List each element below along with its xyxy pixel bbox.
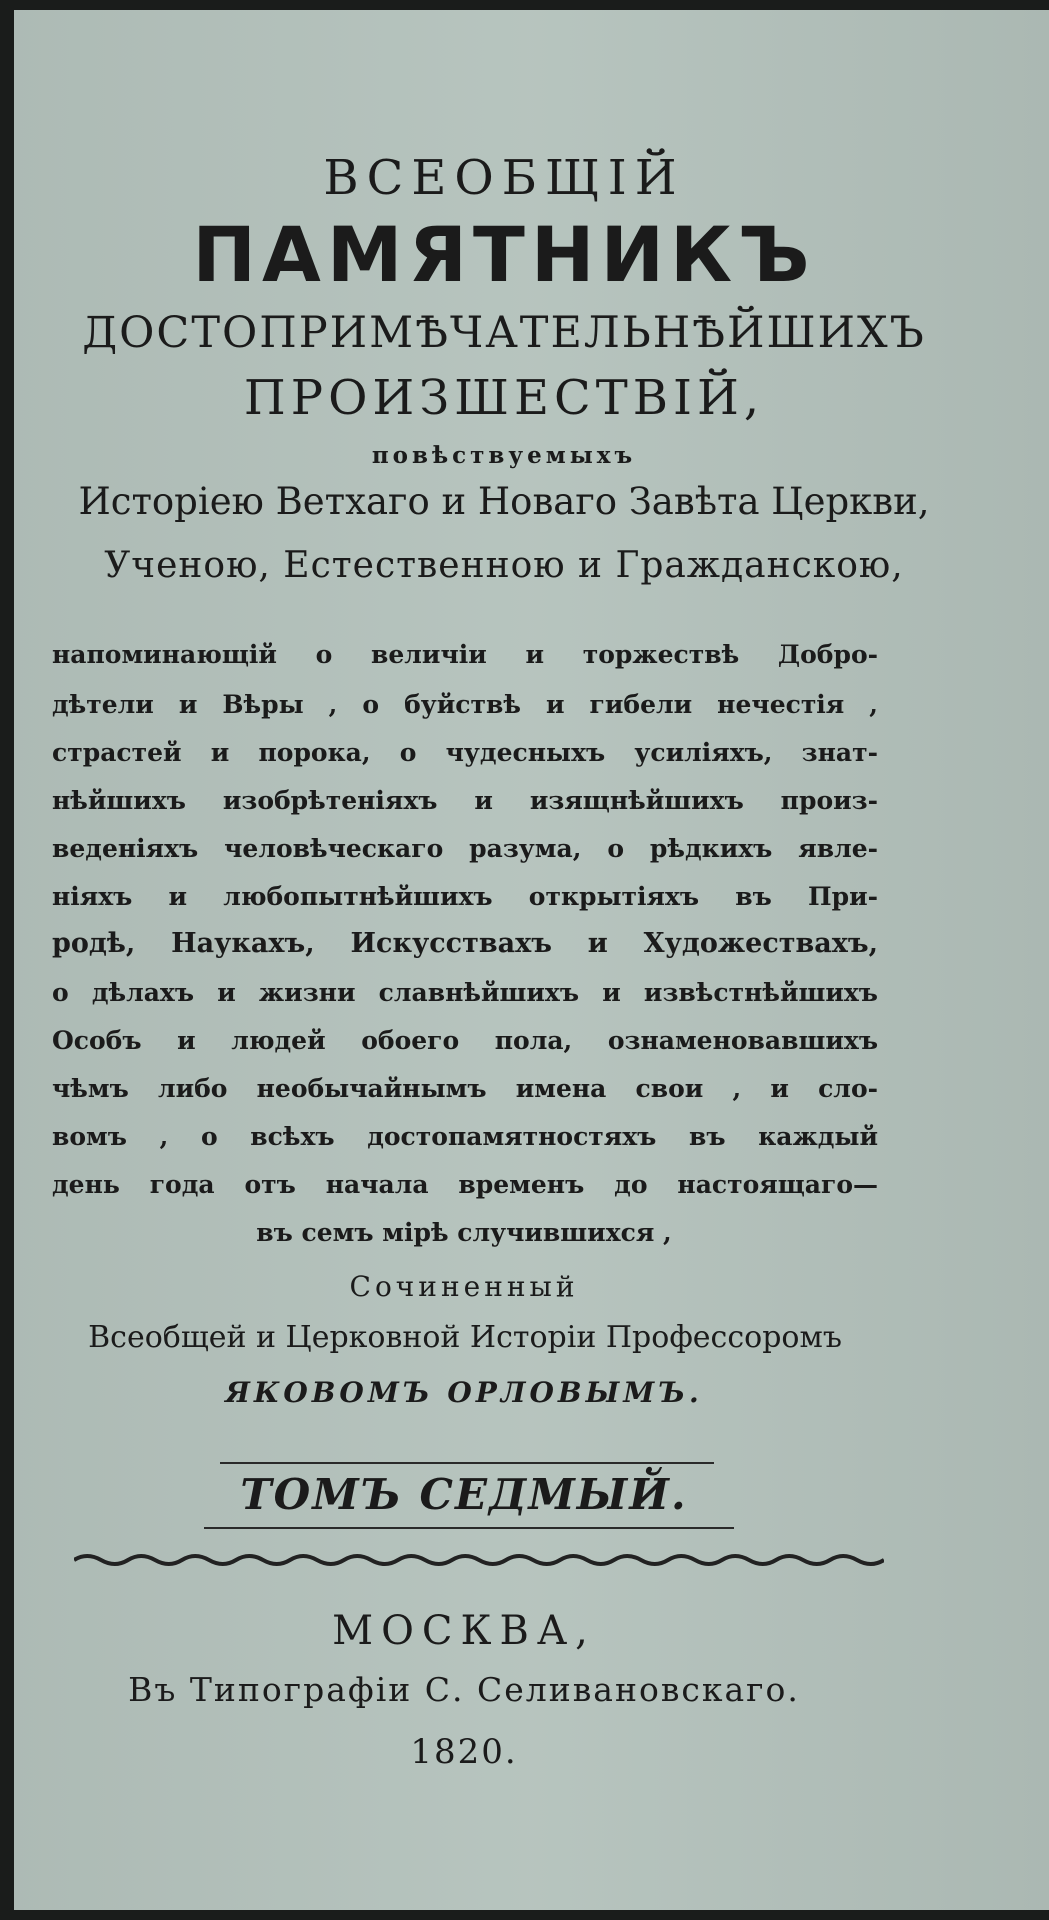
title-line-7: Ученою, Естественною и Гражданскою, bbox=[104, 545, 904, 586]
body-line-6: ніяхъ и любопытнѣйшихъ открытіяхъ въ При- bbox=[52, 882, 878, 911]
title-line-1: ВСЕОБЩІЙ bbox=[323, 150, 685, 206]
author-position: Всеобщей и Церковной Исторіи Профессоромъ bbox=[88, 1320, 842, 1355]
title-line-3: ДОСТОПРИМѢЧАТЕЛЬНѢЙШИХЪ bbox=[82, 308, 926, 358]
body-line-last: въ семъ мірѣ случившихся , bbox=[256, 1218, 672, 1247]
volume-label: ТОМЪ СЕДМЫЙ. bbox=[240, 1470, 688, 1519]
body-line-5: веденіяхъ человѣческаго разума, о рѣдкихъ явле- bbox=[52, 834, 878, 863]
title-main: ПАМЯТНИКЪ bbox=[192, 210, 816, 299]
imprint-year: 1820. bbox=[410, 1732, 518, 1772]
body-line-1: напоминающій о величіи и торжествѣ Добро- bbox=[52, 640, 878, 669]
rule-top bbox=[220, 1462, 714, 1464]
body-line-4: нѣйшихъ изобрѣтеніяхъ и изящнѣйшихъ произ- bbox=[52, 786, 878, 815]
rule-bottom bbox=[204, 1527, 734, 1529]
title-line-5: повѣствуемыхъ bbox=[371, 442, 637, 469]
wavy-divider bbox=[74, 1550, 884, 1570]
title-line-4: ПРОИЗШЕСТВІЙ, bbox=[243, 370, 765, 426]
body-line-12: день года отъ начала временъ до настоящаго— bbox=[52, 1170, 878, 1199]
body-line-3: страстей и порока, о чудесныхъ усиліяхъ, знат- bbox=[52, 738, 878, 767]
body-line-10: чѣмъ либо необычайнымъ имена свои , и сло- bbox=[52, 1074, 878, 1103]
body-line-8: о дѣлахъ и жизни славнѣйшихъ и извѣстнѣйшихъ bbox=[52, 978, 878, 1007]
composed-by: Сочиненный bbox=[349, 1270, 579, 1303]
body-line-9: Особъ и людей обоего пола, ознаменовавшихъ bbox=[52, 1026, 878, 1055]
author-name: ЯКОВОМЪ ОРЛОВЫМЪ. bbox=[225, 1376, 703, 1409]
body-line-7: родѣ, Наукахъ, Искусствахъ и Художествахъ, bbox=[52, 928, 878, 959]
imprint-city: МОСКВА, bbox=[332, 1608, 596, 1654]
imprint-press: Въ Типографіи С. Селивановскаго. bbox=[128, 1670, 800, 1709]
body-line-11: вомъ , о всѣхъ достопамятностяхъ въ каждый bbox=[52, 1122, 878, 1151]
body-line-2: дѣтели и Вѣры , о буйствѣ и гибели нечестія , bbox=[52, 690, 878, 719]
title-line-6: Исторіею Ветхаго и Новаго Завѣта Церкви, bbox=[78, 480, 930, 523]
book-title-page bbox=[14, 10, 1049, 1910]
